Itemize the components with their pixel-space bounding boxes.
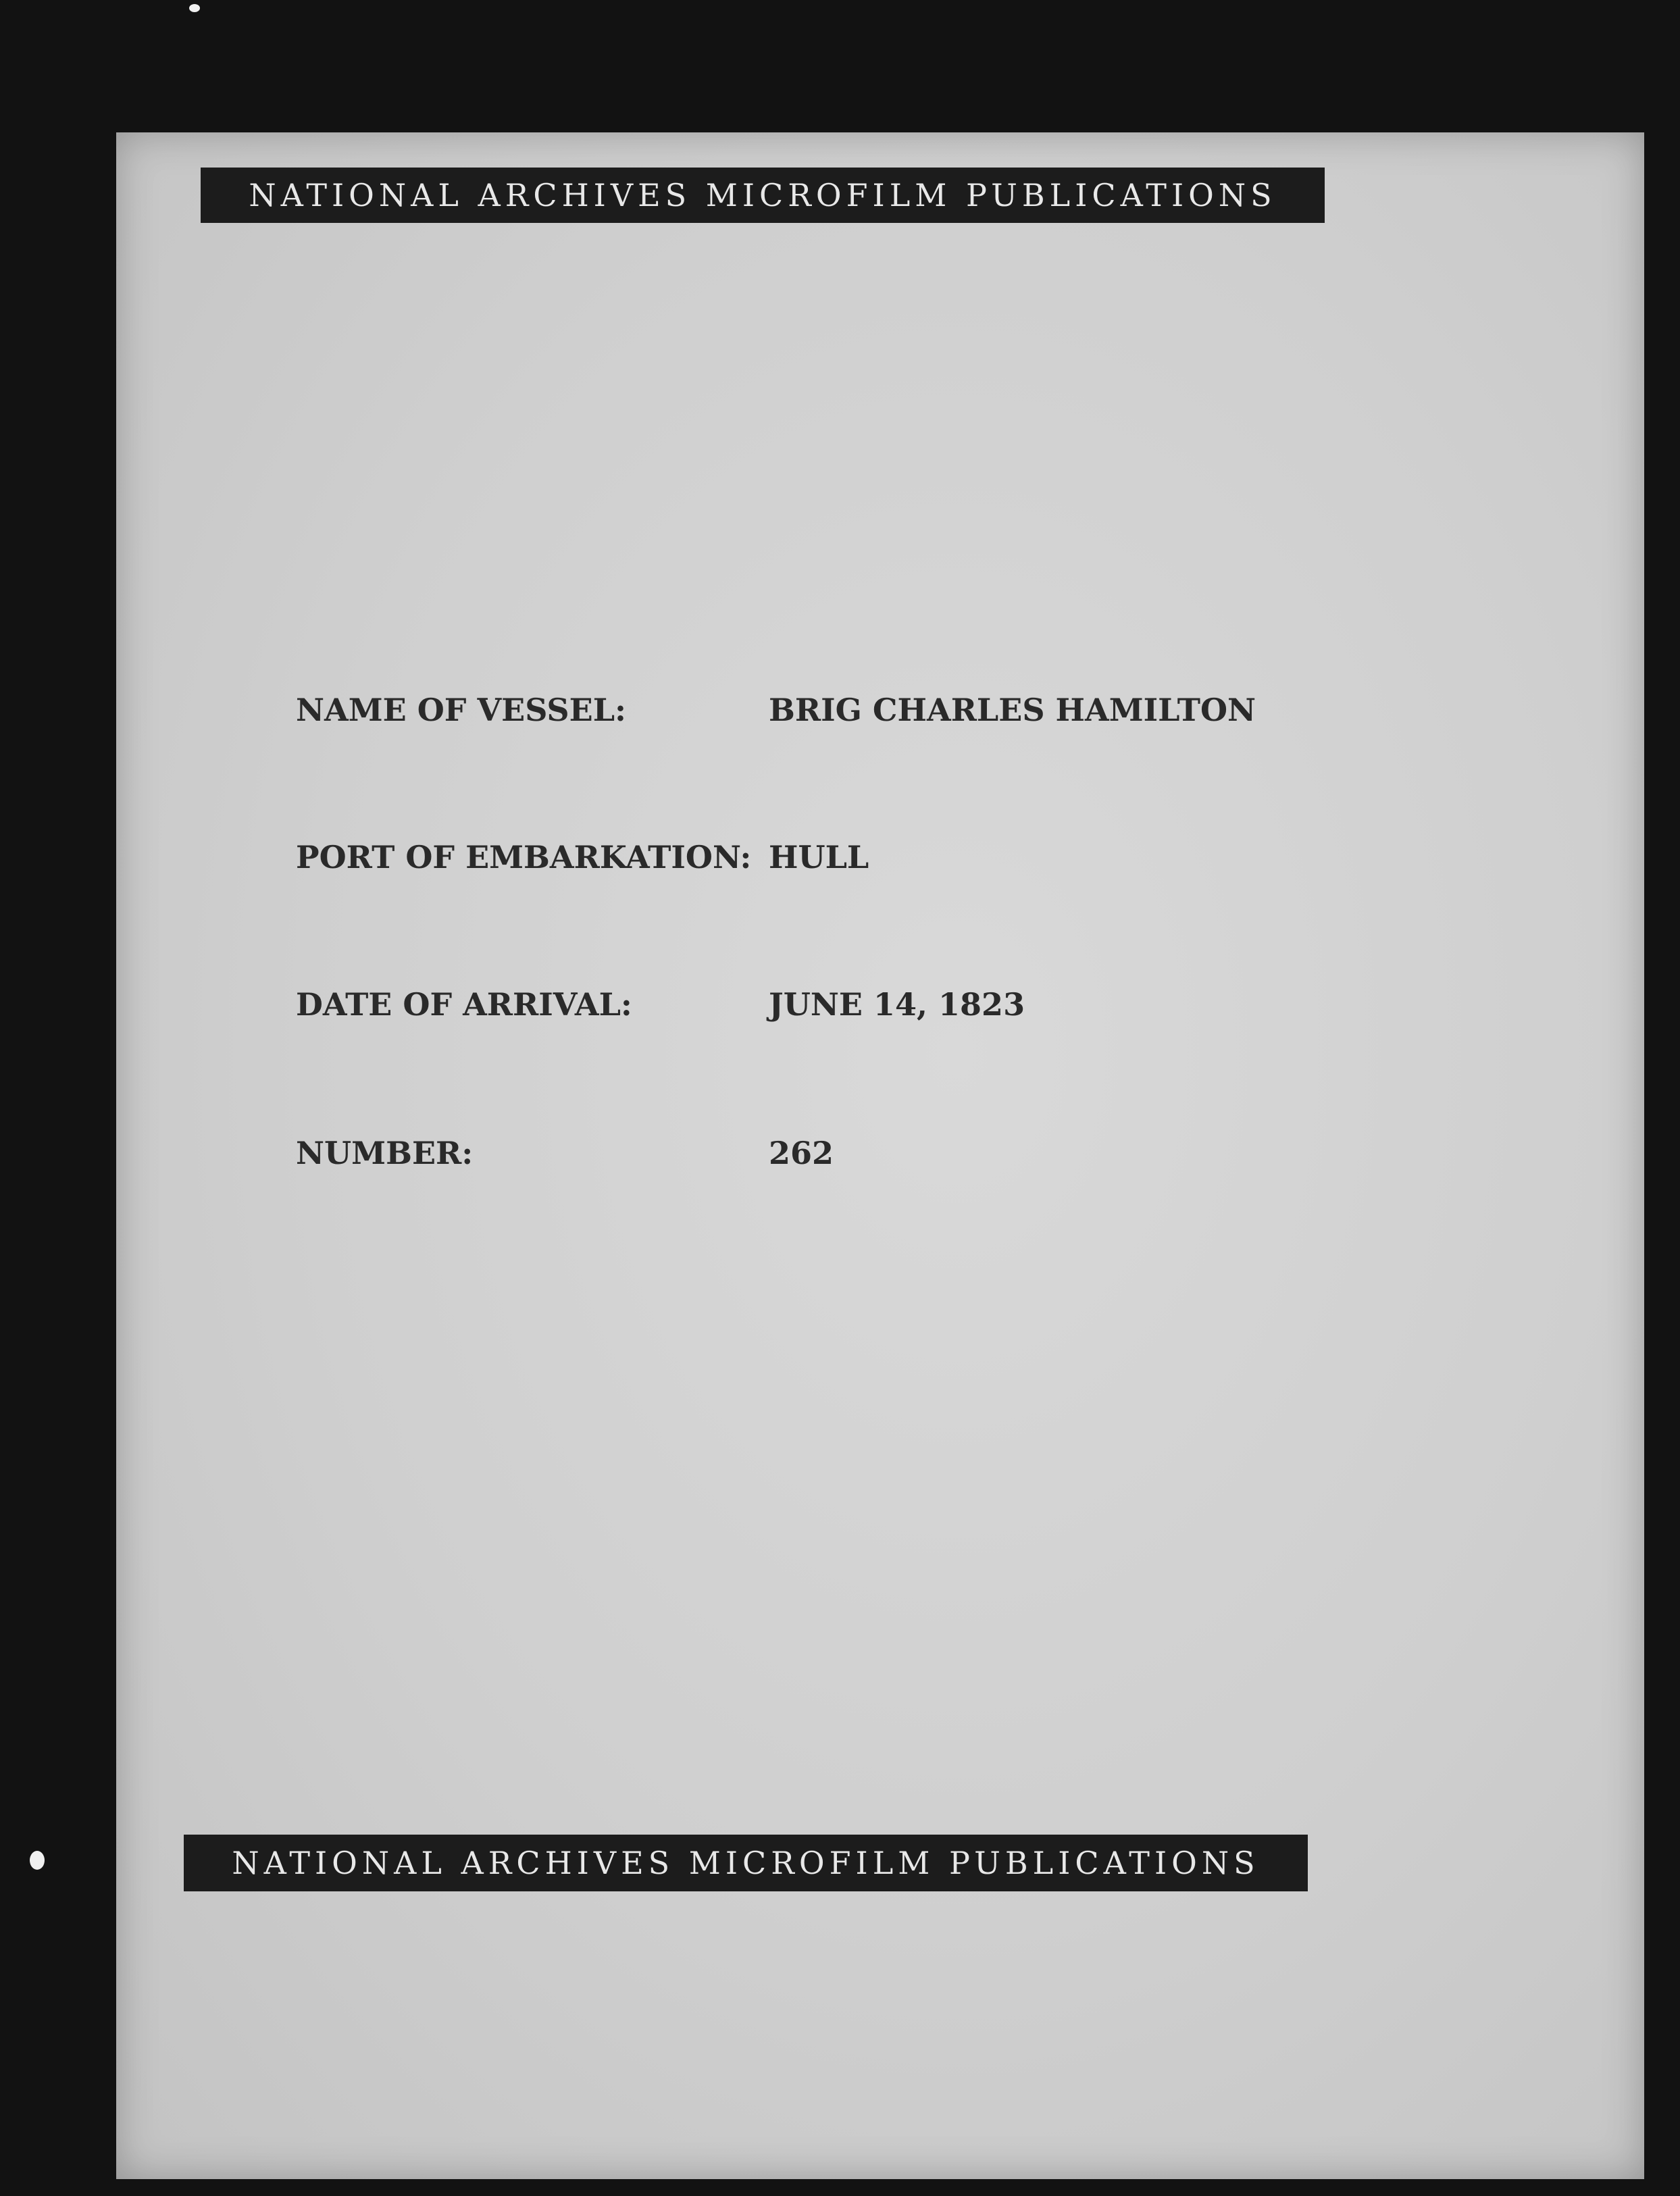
- vessel-name-row: [296, 692, 1444, 739]
- port-of-embarkation-value: HULL: [769, 839, 869, 875]
- vessel-name-label: NAME OF VESSEL:: [296, 692, 627, 728]
- date-of-arrival-row: [296, 986, 1444, 1033]
- film-speck: [30, 1851, 45, 1870]
- port-of-embarkation-label: PORT OF EMBARKATION:: [296, 839, 752, 875]
- number-label: NUMBER:: [296, 1135, 474, 1171]
- date-of-arrival-value: JUNE 14, 1823: [769, 986, 1025, 1023]
- film-speck: [189, 4, 200, 12]
- header-banner: NATIONAL ARCHIVES MICROFILM PUBLICATIONS: [201, 168, 1325, 223]
- footer-banner: NATIONAL ARCHIVES MICROFILM PUBLICATIONS: [184, 1835, 1308, 1891]
- date-of-arrival-label: DATE OF ARRIVAL:: [296, 986, 632, 1023]
- vessel-name-value: BRIG CHARLES HAMILTON: [769, 692, 1256, 728]
- port-of-embarkation-row: [296, 839, 1444, 886]
- number-row: [296, 1135, 1444, 1182]
- number-value: 262: [769, 1135, 834, 1171]
